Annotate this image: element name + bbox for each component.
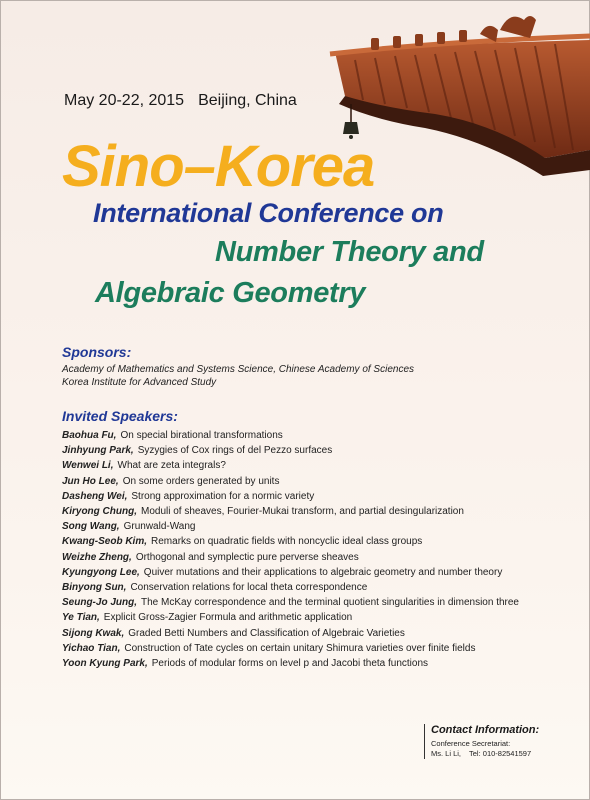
- speaker-name: Kiryong Chung,: [62, 506, 137, 518]
- conference-location: Beijing, China: [198, 92, 297, 109]
- contact-information: [424, 724, 571, 759]
- date-location-line: [64, 92, 297, 110]
- speaker-name: Ye Tian,: [62, 612, 100, 624]
- speaker-row: [62, 565, 519, 580]
- sponsor-item: Korea Institute for Advanced Study: [62, 377, 217, 388]
- speaker-row: [62, 580, 519, 595]
- talk-title: Syzygies of Cox rings of del Pezzo surfaces: [137, 445, 333, 457]
- speaker-row: [62, 656, 519, 671]
- speaker-name: Wenwei Li,: [62, 460, 114, 472]
- invited-speakers-section: [62, 408, 519, 671]
- speaker-row: [62, 489, 519, 504]
- speaker-name: Seung-Jo Jung,: [62, 597, 137, 609]
- sponsors-section: [62, 344, 414, 389]
- title-international-conference: International Conference on: [93, 198, 444, 228]
- talk-title: Quiver mutations and their applications to algebraic geometry and number theory: [143, 566, 503, 578]
- title-algebraic-geometry: Algebraic Geometry: [95, 277, 366, 309]
- secretariat-label: Conference Secretariat:: [431, 739, 511, 748]
- speaker-name: Jun Ho Lee,: [62, 475, 119, 487]
- speaker-name: Sijong Kwak,: [62, 627, 125, 639]
- sponsors-heading: Sponsors:: [62, 344, 132, 360]
- talk-title: The McKay correspondence and the terminal quotient singularities in dimension three: [141, 597, 519, 609]
- speaker-name: Baohua Fu,: [62, 430, 117, 441]
- talk-title: Periods of modular forms on level p and Jacobi theta functions: [151, 658, 429, 670]
- speaker-row: [62, 443, 519, 458]
- title-sino-korea: Sino–Korea: [62, 134, 375, 199]
- speaker-row: [62, 550, 519, 565]
- talk-title: Graded Betti Numbers and Classification of Algebraic Varieties: [128, 627, 405, 639]
- title-number-theory: Number Theory and: [215, 236, 484, 268]
- speaker-row: [62, 626, 519, 641]
- speaker-row: [62, 474, 519, 489]
- talk-title: On special birational transformations: [120, 430, 283, 441]
- speaker-row: [62, 458, 519, 473]
- speaker-name: Binyong Sun,: [62, 582, 127, 594]
- speaker-name: Weizhe Zheng,: [62, 551, 132, 563]
- speaker-row: [62, 534, 519, 549]
- talk-title: Orthogonal and symplectic pure perverse sheaves: [135, 551, 359, 563]
- speaker-row: [62, 595, 519, 610]
- invited-speakers-heading: Invited Speakers:: [62, 408, 178, 424]
- talk-title: Explicit Gross-Zagier Formula and arithmetic application: [103, 612, 353, 624]
- speaker-name: Kyungyong Lee,: [62, 566, 140, 578]
- speaker-row: [62, 504, 519, 519]
- speaker-name: Kwang-Seob Kim,: [62, 536, 148, 548]
- speaker-row: [62, 610, 519, 625]
- contact-details: [431, 749, 571, 759]
- speaker-row: [62, 641, 519, 656]
- speaker-name: Yichao Tian,: [62, 642, 121, 654]
- talk-title: Construction of Tate cycles on certain unitary Shimura varieties over finite fields: [124, 642, 476, 654]
- contact-heading: Contact Information:: [431, 724, 540, 736]
- talk-title: Conservation relations for local theta correspondence: [130, 582, 368, 594]
- talk-title: Grunwald-Wang: [123, 521, 196, 533]
- speaker-name: Yoon Kyung Park,: [62, 658, 148, 670]
- conference-date: May 20-22, 2015: [64, 92, 185, 109]
- talk-title: On some orders generated by units: [122, 475, 280, 487]
- speaker-row: [62, 428, 519, 443]
- speaker-list: [62, 428, 519, 671]
- talk-title: Remarks on quadratic fields with noncyclic ideal class groups: [151, 536, 423, 548]
- contact-phone: Tel: 010-82541597: [469, 749, 532, 758]
- speaker-row: [62, 519, 519, 534]
- talk-title: What are zeta integrals?: [117, 460, 226, 472]
- speaker-name: Dasheng Wei,: [62, 490, 128, 502]
- contact-person: Ms. Li Li,: [431, 749, 462, 758]
- talk-title: Strong approximation for a normic variety: [131, 490, 315, 502]
- speaker-name: Song Wang,: [62, 521, 120, 533]
- sponsor-item: Academy of Mathematics and Systems Science, Chinese Academy of Sciences: [62, 364, 415, 375]
- talk-title: Moduli of sheaves, Fourier-Mukai transform, and partial desingularization: [141, 506, 464, 518]
- speaker-name: Jinhyung Park,: [62, 445, 134, 457]
